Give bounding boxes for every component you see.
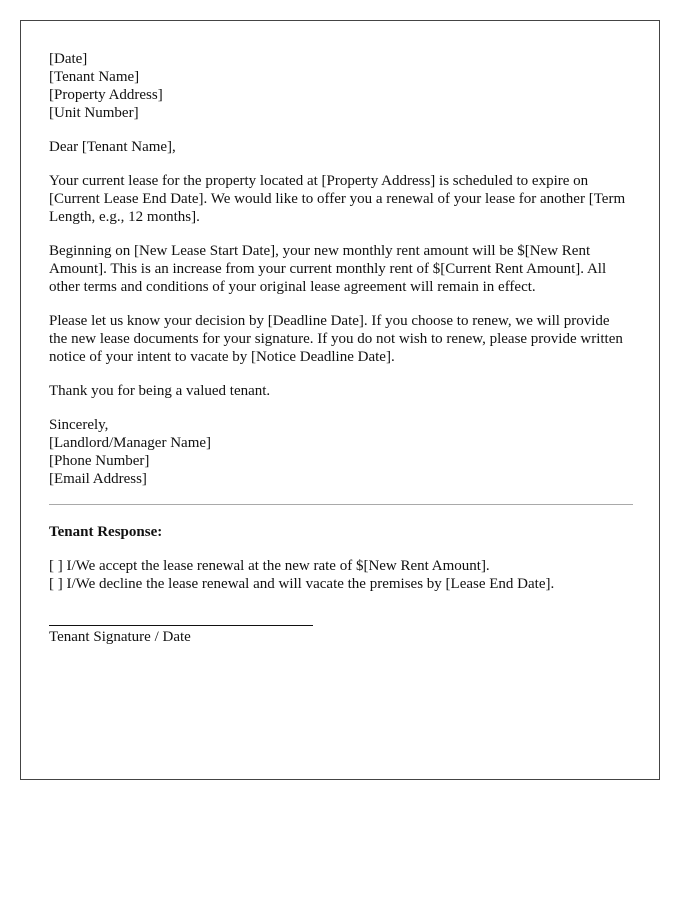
closing-manager-name: [Landlord/Manager Name] (49, 435, 212, 451)
paragraph-thank-you: Thank you for being a valued tenant. (49, 383, 271, 399)
closing-block (49, 416, 631, 488)
tenant-response-options (49, 557, 631, 593)
option-decline: [ ] I/We decline the lease renewal and will vacate the premises by [Lease End Date]. (49, 576, 555, 592)
header-block (49, 50, 631, 122)
unit-number-line: [Unit Number] (49, 105, 139, 121)
letter-page (20, 20, 660, 780)
closing-email: [Email Address] (49, 471, 147, 487)
signature-line (49, 625, 313, 626)
paragraph-decision-deadline: Please let us know your decision by [Deadline Date]. If you choose to renew, we will provide the new lease documents for your signature. If you do not wish to renew, please provide written notice of your intent to vacate by [Notice Deadline Date]. (49, 313, 623, 365)
option-accept: [ ] I/We accept the lease renewal at the new rate of $[New Rent Amount]. (49, 558, 490, 574)
section-divider (49, 504, 633, 505)
tenant-name-line: [Tenant Name] (49, 69, 140, 85)
closing-sincerely: Sincerely, (49, 417, 109, 433)
salutation: Dear [Tenant Name], (49, 139, 176, 155)
paragraph-rent-increase: Beginning on [New Lease Start Date], your new monthly rent amount will be $[New Rent Amount]. This is an increase from your current monthly rent of $[Current Rent Amount]. All other terms and conditions of your original lease agreement will remain in effect. (49, 243, 607, 295)
closing-phone: [Phone Number] (49, 453, 150, 469)
property-address-line: [Property Address] (49, 87, 163, 103)
signature-label: Tenant Signature / Date (49, 629, 191, 645)
date-line: [Date] (49, 51, 88, 67)
paragraph-lease-expiry: Your current lease for the property located at [Property Address] is scheduled to expire on [Current Lease End Date]. We would like to offer you a renewal of your lease for another [Term Length, e.g., 12 months]. (49, 173, 626, 225)
tenant-response-title: Tenant Response: (49, 524, 163, 540)
